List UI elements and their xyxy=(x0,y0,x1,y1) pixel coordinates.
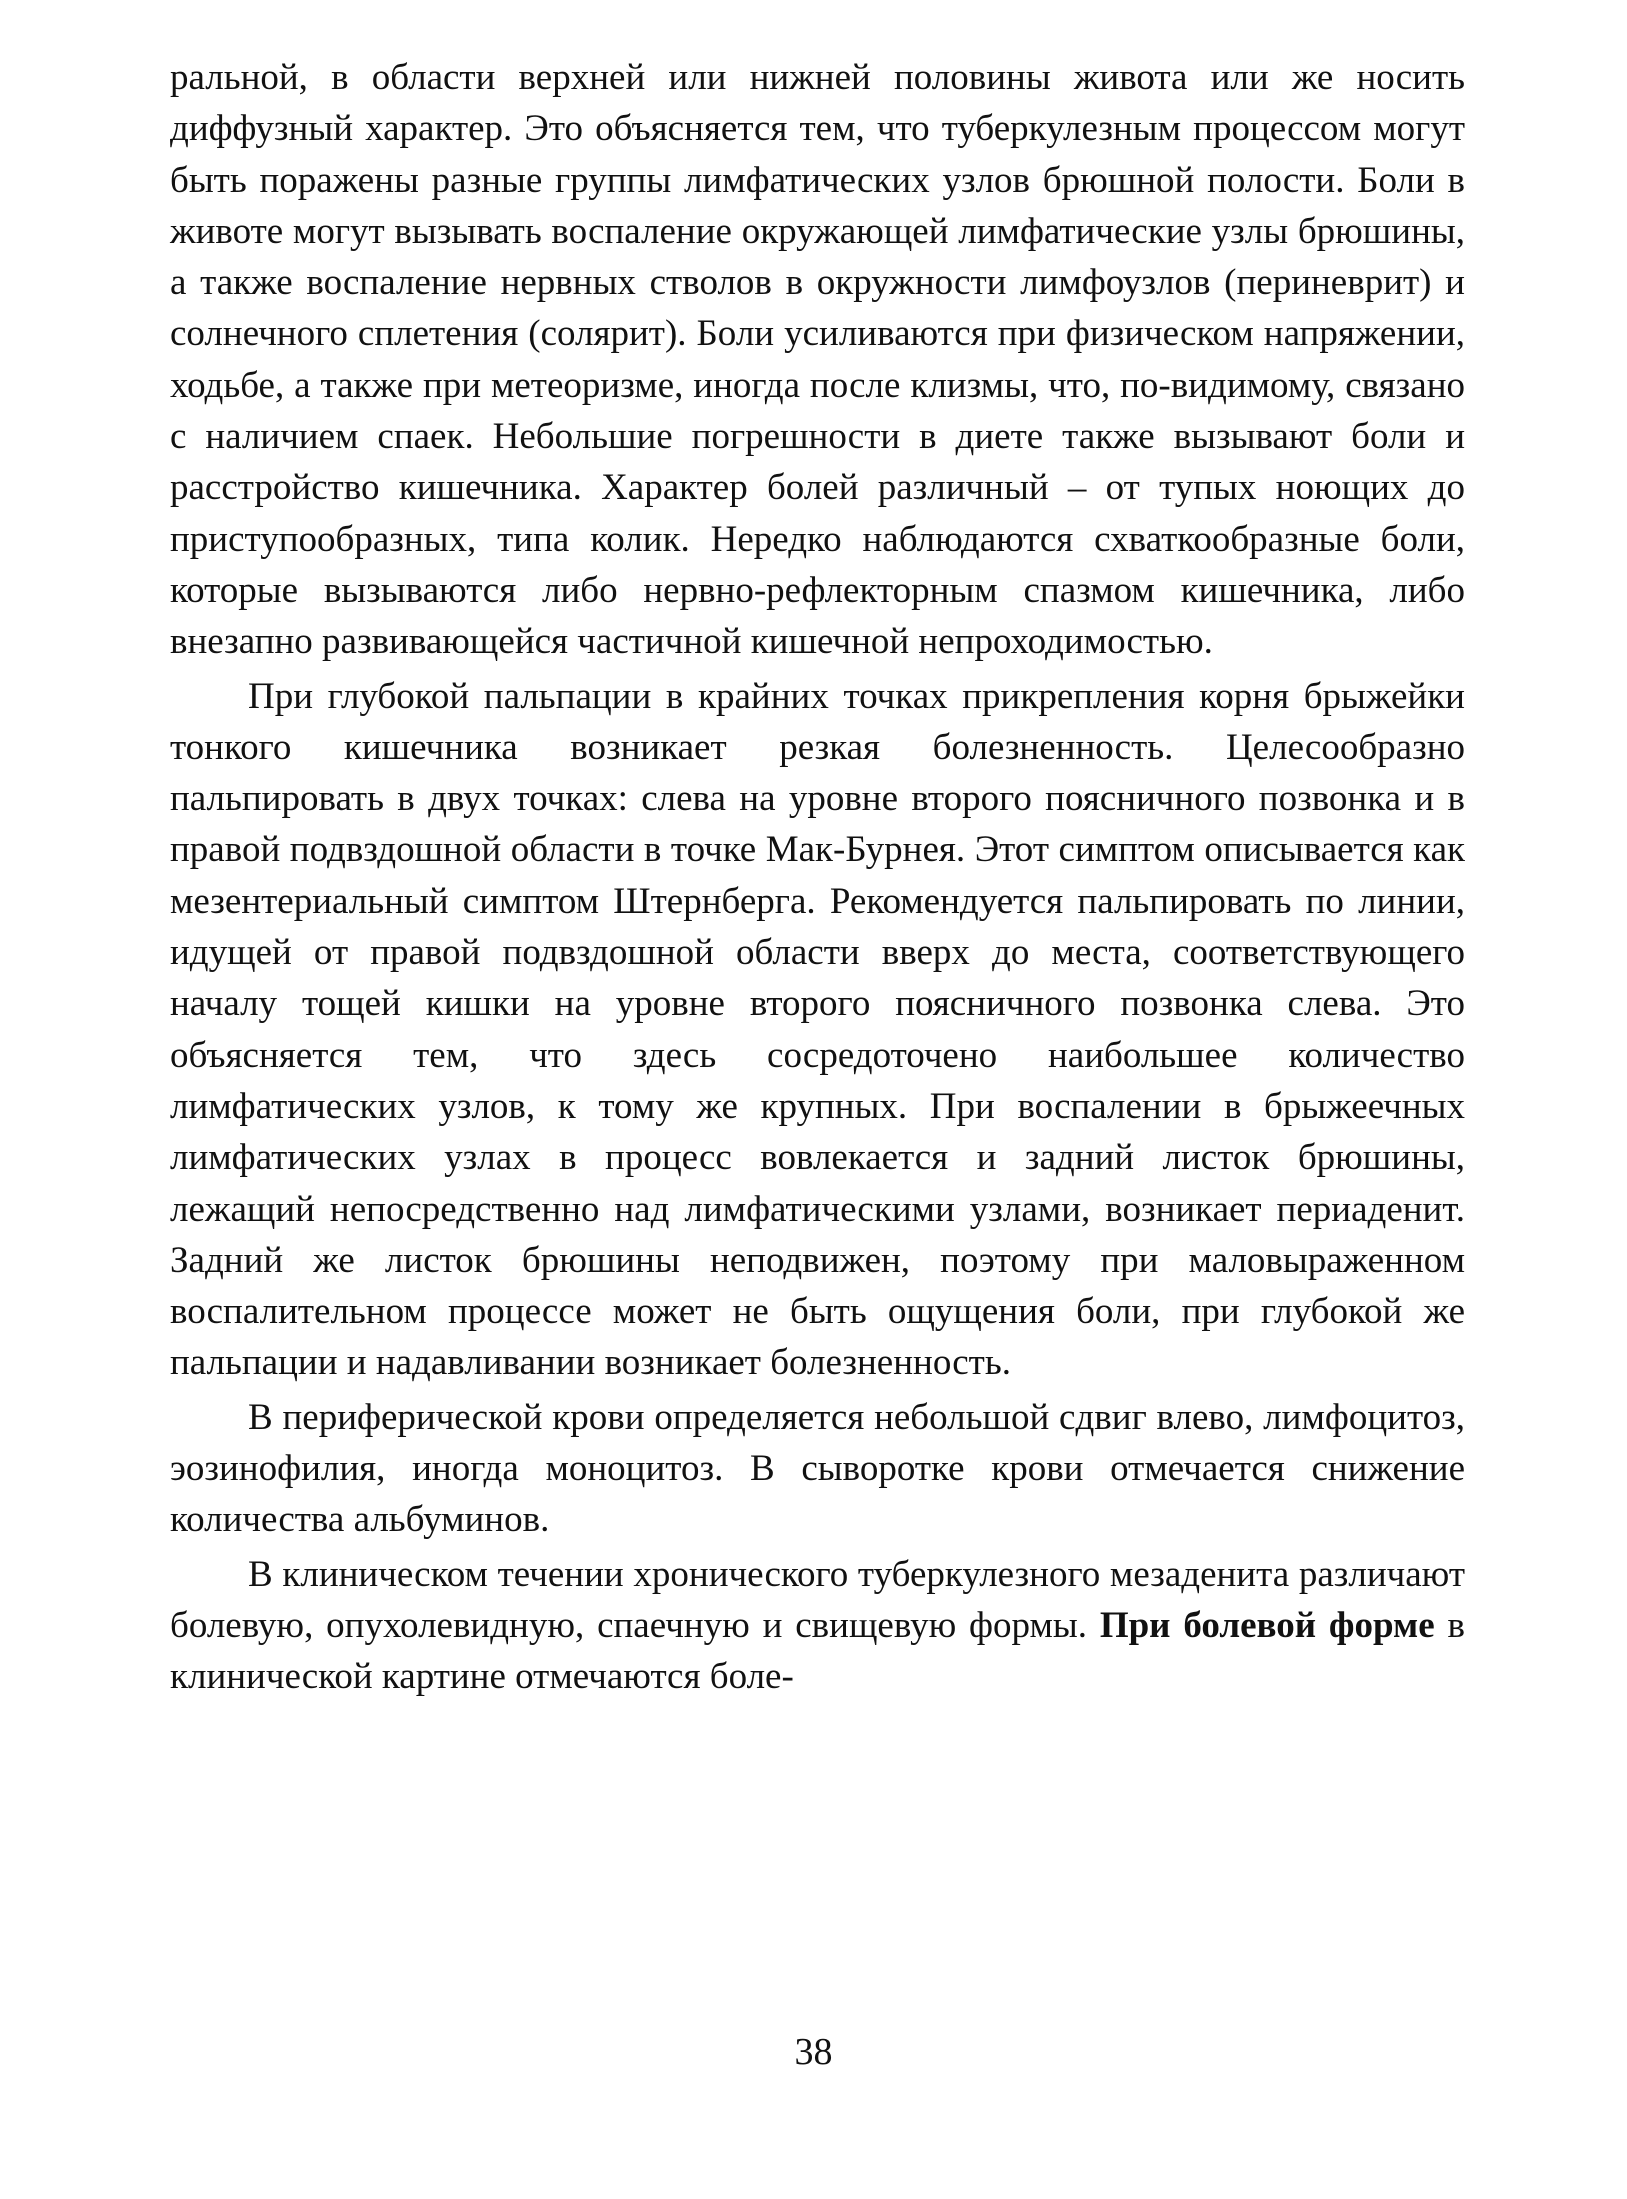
page-number: 38 xyxy=(794,2031,833,2073)
paragraph-clinical-forms xyxy=(170,1549,1465,1703)
body-text xyxy=(170,52,1465,1703)
paragraph-clinical-forms-text-start: В клиническом течении хронического туберкулезного мезаденита различают болевую, опухолевидную, спаечную и свищевую формы. xyxy=(170,1553,1465,1646)
paragraph-peripheral-blood: В периферической крови определяется небольшой сдвиг влево, лимфоцитоз, эозинофилия, иногда моноцитоз. В сыворотке крови отмечается снижение количества альбуминов. xyxy=(170,1396,1465,1541)
paragraph-clinical-forms-bold-term: При болевой форме xyxy=(1099,1604,1435,1646)
paragraph-abdominal-pain: ральной, в области верхней или нижней половины живота или же носить диффузный характер. Это объясняется тем, что туберкулезным процессом могут быть поражены разные группы лимфатических узлов брюшной полости. Боли в животе могут вызывать воспаление окружающей лимфатические узлы брюшины, а также воспаление нервных стволов в окружности лимфоузлов (периневрит) и солнечного сплетения (солярит). Боли усиливаются при физическом напряжении, ходьбе, а также при метеоризме, иногда после клизмы, что, по-видимому, связано с наличием спаек. Небольшие погрешности в диете также вызывают боли и расстройство кишечника. Характер болей различный – от тупых ноющих до приступообразных, типа колик. Нередко наблюдаются схваткообразные боли, которые вызываются либо нервно-рефлекторным спазмом кишечника, либо внезапно развивающейся частичной кишечной непроходимостью. xyxy=(170,57,1465,663)
paragraph-palpation-sternberg-symptom: При глубокой пальпации в крайних точках прикрепления корня брыжейки тонкого кишечника возникает резкая болезненность. Целесообразно пальпировать в двух точках: слева на уровне второго поясничного позвонка и в правой подвздошной области в точке Мак-Бурнея. Этот симптом описывается как мезентериальный симптом Штернберга. Рекомендуется пальпировать по линии, идущей от правой подвздошной области вверх до места, соответствующего началу тощей кишки на уровне второго поясничного позвонка слева. Это объясняется тем, что здесь сосредоточено наибольшее количество лимфатических узлов, к тому же крупных. При воспалении в брыжеечных лимфатических узлах в процесс вовлекается и задний листок брюшины, лежащий непосредственно над лимфатическими узлами, возникает периаденит. Задний же листок брюшины неподвижен, поэтому при маловыраженном воспалительном процессе может не быть ощущения боли, при глубокой же пальпации и надавливании возникает болезненность. xyxy=(170,675,1465,1384)
paragraph-clinical-forms-text-end: в клинической картине отмечаются боле- xyxy=(170,1604,1465,1698)
